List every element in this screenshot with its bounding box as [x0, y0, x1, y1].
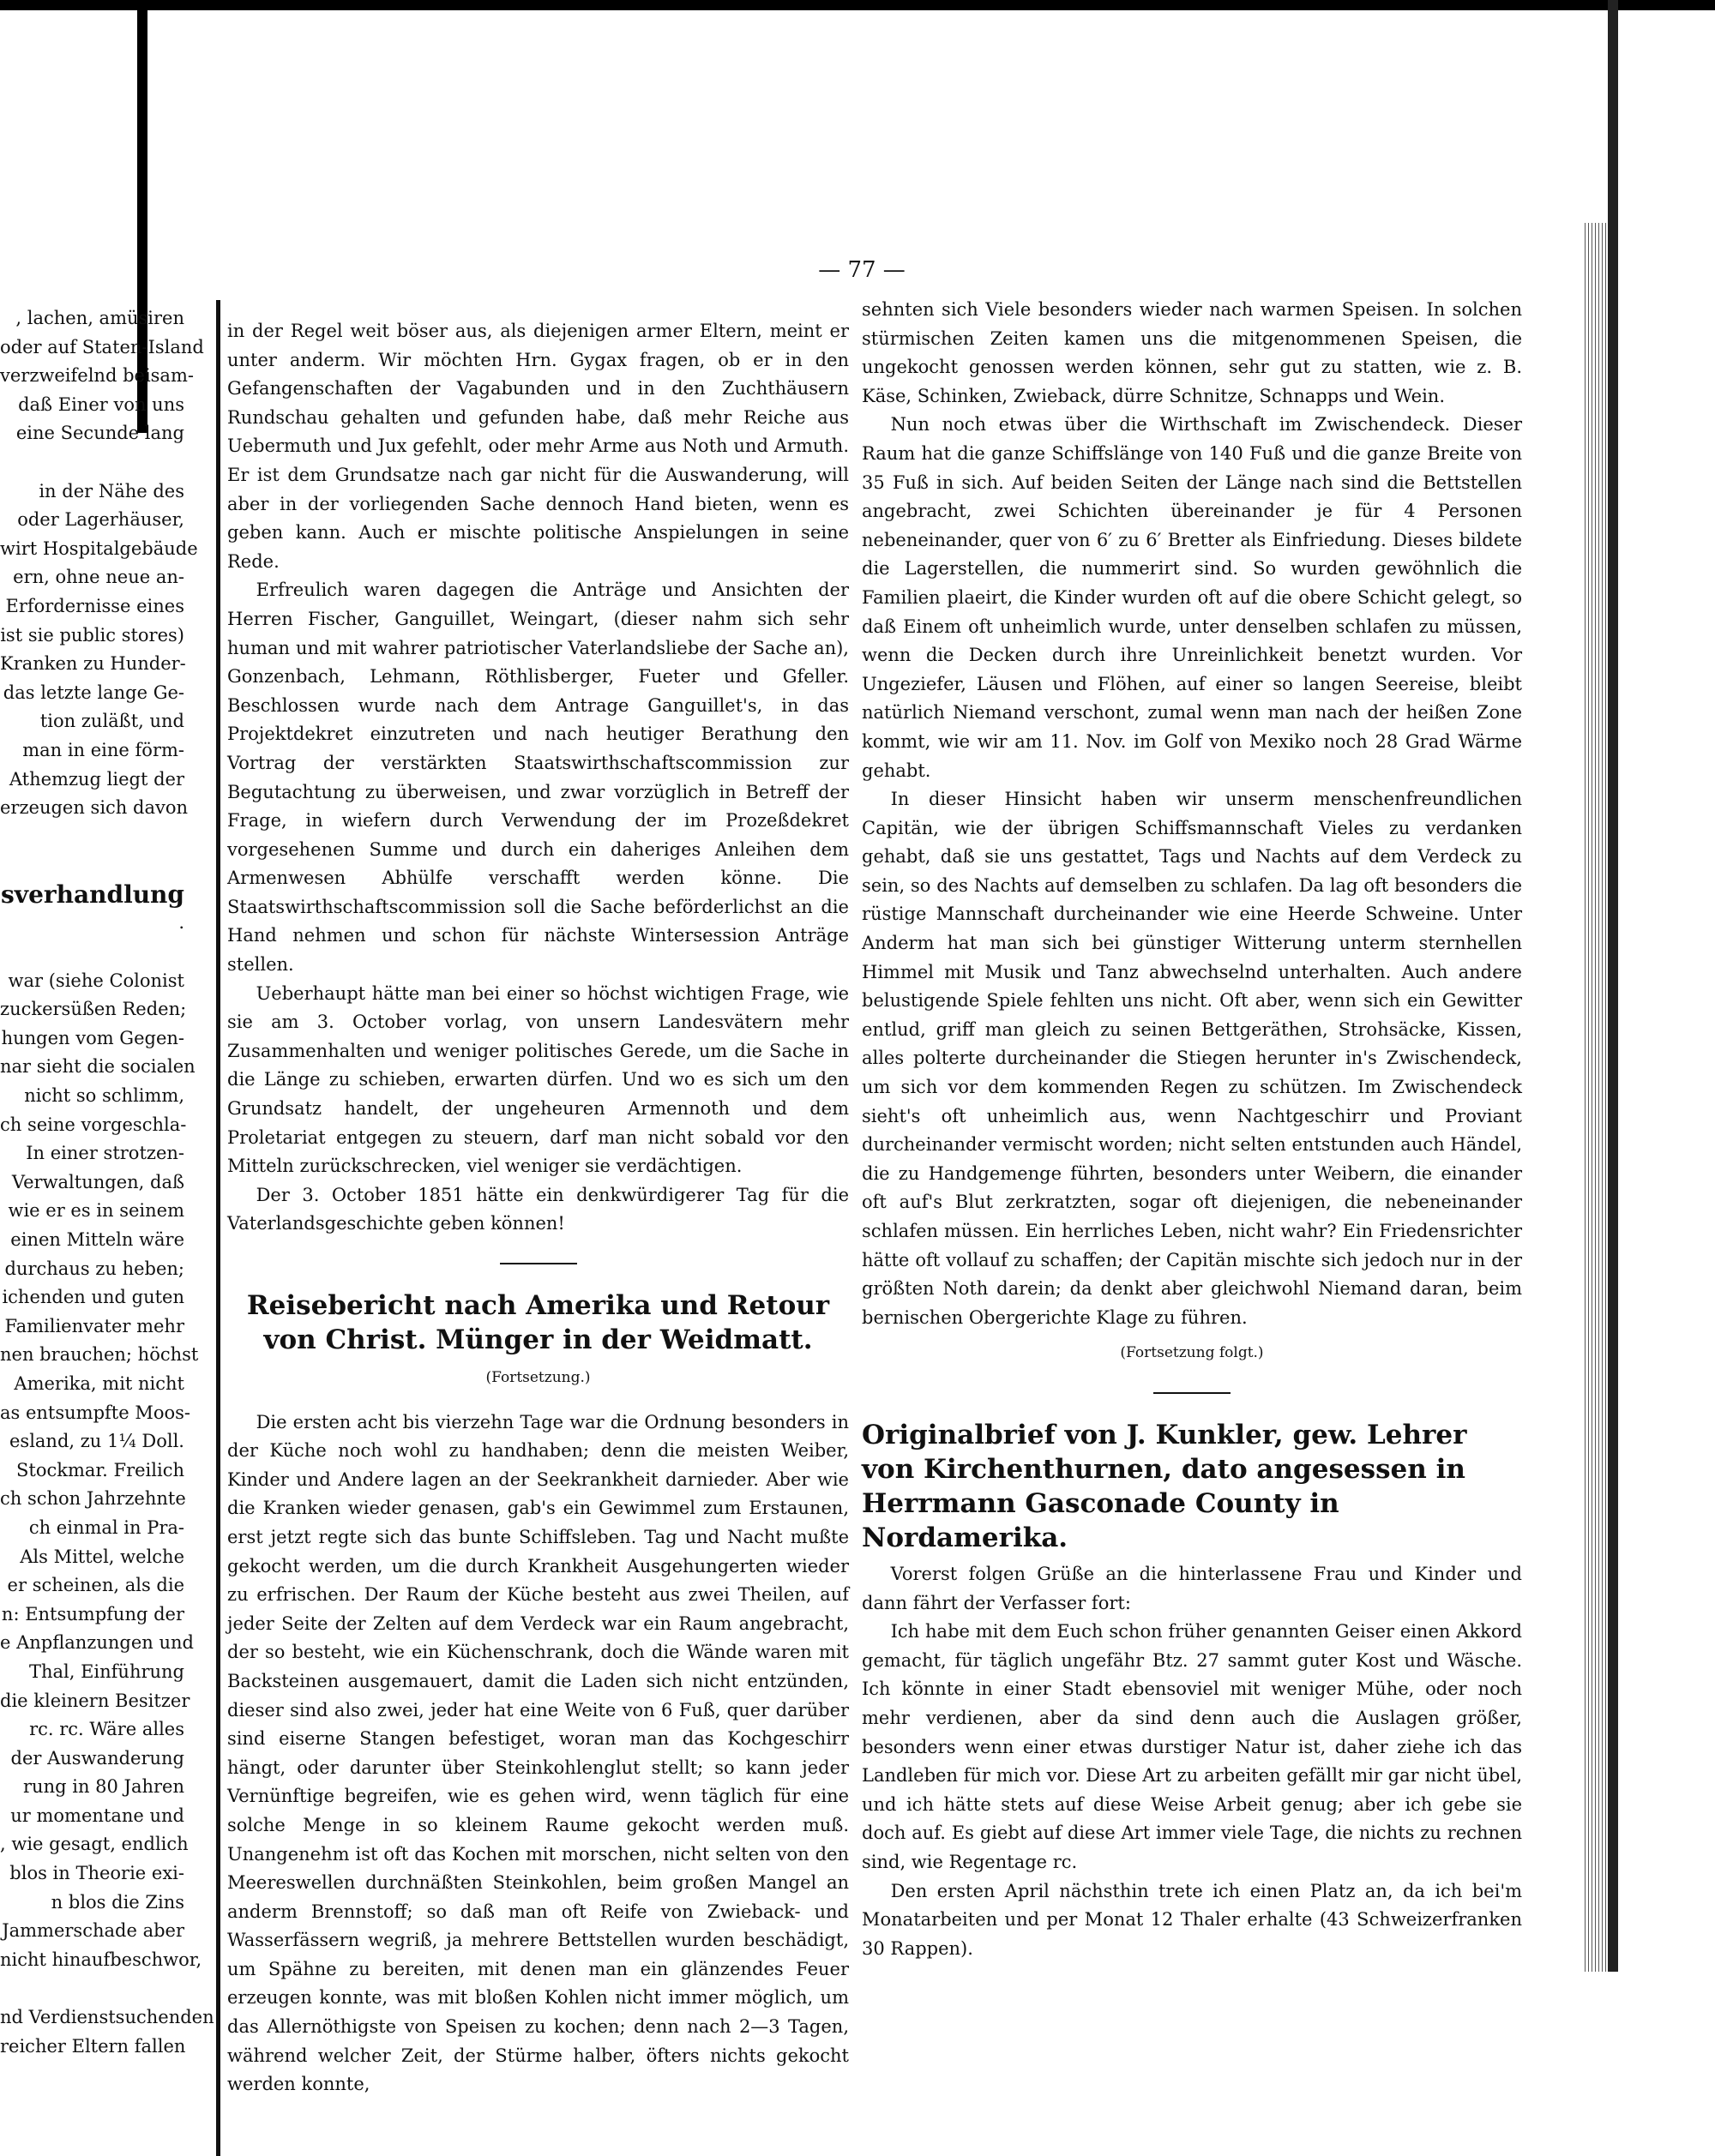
fragment-line: Erfordernisse eines [5, 595, 184, 616]
fragment-line: Kranken zu Hunder- [0, 653, 186, 675]
fragment-line: verzweifelnd beisam- [0, 365, 194, 387]
scan-right-border [1608, 0, 1618, 1972]
fragment-line: Amerika, mit nicht [14, 1372, 184, 1394]
fragment-line: nd Verdienstsuchenden [0, 2007, 214, 2028]
fragment-line: n: Entsumpfung der [1, 1603, 184, 1625]
paragraph: Ueberhaupt hätte man bei einer so höchst wichtigen Frage, wie sie am 3. October vorlag, von unsern Landesvätern mehr Zusammenhalten und weniger politisches Gerede, um die Sache in die Länge zu schieben, erwarten dürfen. Und wo es sich um den Grundsatz handelt, der ungeheuren Armennoth und dem Proletariat entgegen zu steuern, darf man nicht sobald vor den Mitteln zurückschrecken, viel weniger sie verdächtigen. [227, 982, 849, 1177]
paragraph: in der Regel weit böser aus, als diejenigen armer Eltern, meint er unter anderm. Wir möchten Hrn. Gygax fragen, ob er in den Gefangenschaften der Vagabunden und in den Zuchthäusern Rundschau gehalten und gefunden habe, daß mehr Reiche aus Uebermuth und Jux gefehlt, oder mehr Arme aus Noth und Armuth. Er ist dem Grundsatze nach gar nicht für die Auswanderung, will aber in der vorliegenden Sache dennoch Hand bieten, wenn es geben kann. Auch er mischte politische Anspielungen in seine Rede. [227, 321, 849, 572]
fragment-line: wie er es in seinem [8, 1200, 184, 1222]
fragment-line: eine Secunde lang [15, 423, 184, 444]
paragraph: Erfreulich waren dagegen die Anträge und Ansichten der Herren Fischer, Ganguillet, Weingart, (dieser nahm sich sehr human und mit wahrer patriotischer Vaterlandsliebe der Sache an), Gonzenbach, Lehmann, Röthlisberger, Fueter und Gfeller. Beschlossen wurde nach dem Antrage Ganguillet's, in das Projektdekret einzutreten und nach heutiger Berathung den Vortrag der verstärkten Staatswirthschaftscommission zur Begutachtung zu überweisen, und zwar vorzüglich in Betreff der Frage, in wiefern durch Verwendung der im Prozeßdekret vorgesehenen Summe und durch ein daheriges Anleihen dem Armenwesen Abhülfe verschafft werden könne. Die Staatswirthschaftscommission soll die Sache beförderlichst an die Hand nehmen und schon für nächste Wintersession Anträge stellen. [227, 580, 849, 976]
fragment-line: nen brauchen; höchst [0, 1344, 199, 1366]
fragment-line [0, 1974, 184, 2003]
fragment-line: reicher Eltern fallen [0, 2035, 186, 2057]
fragment-line: ichenden und guten [2, 1287, 184, 1308]
paragraph: Den ersten April nächsthin trete ich einen Platz an, da ich bei'm Monatarbeiten und per Monat 12 Thaler erhalte (43 Schweizerfranken 30 Rappen). [862, 1880, 1522, 1959]
fragment-line: wirt Hospitalgebäude [0, 537, 198, 559]
fragment-line: die kleinern Besitzer [0, 1690, 190, 1711]
page-gutter [216, 300, 220, 2156]
paragraph: Vorerst folgen Grüße an die hinterlassene Frau und Kinder und dann fährt der Verfasser fort: [862, 1563, 1522, 1613]
fragment-line: sverhandlung [1, 880, 184, 909]
fragment-line: ur momentane und [10, 1805, 184, 1826]
fragment-line: tion zuläßt, und [39, 711, 184, 732]
column-right [862, 296, 1522, 1963]
fragment-line [0, 851, 184, 880]
fragment-line: einen Mitteln wäre [10, 1229, 184, 1250]
continuation-note: (Fortsetzung.) [485, 1369, 591, 1386]
column-left [227, 317, 849, 2099]
fragment-line: Als Mittel, welche [20, 1546, 184, 1567]
fragment-line: oder Lagerhäuser, [17, 509, 184, 531]
fragment-line: Familienvater mehr [4, 1315, 184, 1336]
fragment-line: er scheinen, als die [7, 1575, 184, 1596]
fragment-line: nar sieht die socialen [0, 1056, 196, 1078]
fragment-line: ch schon Jahrzehnte [0, 1488, 186, 1510]
fragment-line: durchaus zu heben; [4, 1258, 184, 1279]
fragment-line: oder auf Staten-Island [0, 336, 204, 357]
paragraph: Nun noch etwas über die Wirthschaft im Zwischendeck. Dieser Raum hat die ganze Schiffslänge von 140 Fuß und die ganze Breite von 35 Fuß in sich. Auf beiden Seiten der Länge nach sind die Bettstellen angebracht, zwei Schichten übereinander je für 4 Personen nebeneinander, quer von 6′ zu 6′ Bretter als Einfriedung. Dieses bildete die Lagerstellen, die nummerirt sind. So wurden gewöhnlich die Familien plaeirt, die Kinder wurden oft auf die obere Schicht gelegt, so daß Einem oft unheimlich wurde, unter denselben schlafen zu müssen, wenn die Decken durch ihre Unreinlichkeit benetzt wurden. Vor Ungeziefer, Läusen und Flöhen, auf einer so langen Seereise, bleibt natürlich Niemand verschont, zumal wenn man nach der heißen Zone kommt, wie wir am 11. Nov. im Golf von Mexiko noch 28 Grad Wärme gehabt. [862, 414, 1522, 781]
fragment-line: e Anpflanzungen und [0, 1632, 194, 1654]
fragment-line: erzeugen sich davon [0, 797, 189, 819]
fragment-line: das letzte lange Ge- [3, 682, 184, 703]
fragment-line: Athemzug liegt der [9, 768, 184, 790]
fragment-line: daß Einer von uns [18, 393, 184, 415]
paragraph: sehnten sich Viele besonders wieder nach warmen Speisen. In solchen stürmischen Zeiten kamen uns die mitgenommenen Speisen, die ungekocht genossen werden können, sehr gut zu statten, wie z. B. Käse, Schinken, Zwieback, dürre Schnitze, Schnapps und Wein. [862, 299, 1522, 406]
fragment-line: blos in Theorie exi- [9, 1863, 184, 1884]
fragment-line: ist sie public stores) [0, 624, 184, 646]
fragment-line: In einer strotzen- [26, 1143, 184, 1164]
fragment-line [0, 823, 184, 852]
divider [1153, 1392, 1231, 1394]
fragment-line: man in eine förm- [22, 739, 184, 760]
left-page-fragment [0, 304, 214, 2057]
fragment-line: war (siehe Colonist [8, 970, 184, 991]
paragraph: In dieser Hinsicht haben wir unserm menschenfreundlichen Capitän, wie der übrigen Schiffsmannschaft Vieles zu verdanken gehabt, daß sie uns gestattet, Tags und Nachts auf dem Verdeck zu sein, so des Nachts auf demselben zu schlafen. Da lag oft besonders die rüstige Mannschaft durcheinander wie eine Heerde Schweine. Unter Anderm hat man sich bei günstiger Witterung unterm sternhellen Himmel mit Musik und Tanz abwechselnd unterhalten. Auch andere belustigende Spiele fehlten uns nicht. Oft aber, wenn sich ein Gewitter entlud, griff man gleich zu seinen Bettgeräthen, Strohsäcke, Kissen, alles polterte durcheinander die Stiegen herunter in's Zwischendeck, um sich vor dem kommenden Regen zu schützen. Im Zwischendeck sieht's oft unheimlich aus, wenn Nachtgeschirr und Proviant durcheinander vermischt worden; nicht selten entstunden auch Händel, die zu Handgemenge führten, besonders unter Weibern, die einander oft auf's Blut zerkratzten, sogar oft diejenigen, die nebeneinander schlafen müssen. Ein herrliches Leben, nicht wahr? Ein Friedensrichter hätte oft vollauf zu schaffen; der Capitän mischte sich jedoch nur in der größten Noth darein; da denkt aber gleichwohl Niemand daran, beim bernischen Obergerichte Klage zu führen. [862, 789, 1522, 1328]
article-heading: Originalbrief von J. Kunkler, gew. Lehrer von Kirchenthurnen, dato angesessen in Herrmann Gasconade County in Nordamerika. [862, 1419, 1467, 1553]
article-heading: Reisebericht nach Amerika und Retour von Christ. Münger in der Weidmatt. [246, 1290, 830, 1355]
fragment-line: Thal, Einführung [28, 1661, 184, 1682]
fragment-line: Verwaltungen, daß [11, 1171, 184, 1192]
fragment-line [0, 938, 184, 967]
fragment-line: rung in 80 Jahren [23, 1776, 184, 1798]
fragment-line: Jammerschade aber [2, 1920, 184, 1942]
fragment-line: ch seine vorgeschla- [0, 1114, 187, 1135]
fragment-line: ch einmal in Pra- [28, 1516, 184, 1538]
fragment-line: as entsumpfte Moos- [0, 1402, 190, 1423]
fragment-line: , wie gesagt, endlich [0, 1834, 189, 1855]
fragment-line: nicht hinaufbeschwor, [0, 1949, 202, 1970]
fragment-line: Stockmar. Freilich [16, 1459, 184, 1480]
fragment-line: zuckersüßen Reden; [0, 999, 187, 1020]
fragment-line: n blos die Zins [51, 1891, 184, 1913]
fragment-line: nicht so schlimm, [24, 1085, 184, 1107]
fragment-line: , lachen, amüsiren [15, 308, 184, 328]
continuation-note: (Fortsetzung folgt.) [1120, 1344, 1264, 1362]
page-edge [1582, 223, 1606, 1972]
page-number: — 77 — [818, 257, 906, 283]
fragment-line: rc. rc. Wäre alles [29, 1719, 184, 1740]
scan-top-border [0, 0, 1715, 10]
divider [500, 1263, 577, 1264]
fragment-line: der Auswanderung [10, 1747, 184, 1769]
fragment-line: . [178, 912, 184, 934]
fragment-line: esland, zu 1¼ Doll. [9, 1431, 184, 1452]
paragraph: Ich habe mit dem Euch schon früher genannten Geiser einen Akkord gemacht, für täglich ungefähr Btz. 27 sammt guter Kost und Wäsche. Ich könnte in einer Stadt ebensoviel mit weniger Mühe, oder noch mehr verdienen, aber da sind denn auch die Auslagen größer, besonders wenn einer etwas durstiger Natur ist, daher ziehe ich das Landleben für mich vor. Diese Art zu arbeiten gefällt mir gar nicht übel, und ich hätte stets auf diese Weise Arbeit genug; aber ich gebe sie doch auf. Es giebt auf diese Art immer viele Tage, die nichts zu rechnen sind, wie Regentage rc. [862, 1621, 1522, 1872]
fragment-line: in der Nähe des [39, 480, 184, 501]
paragraph: Der 3. October 1851 hätte ein denkwürdigerer Tag für die Vaterlandsgeschichte geben können! [227, 1184, 849, 1234]
fragment-line [0, 448, 184, 477]
fragment-line: ern, ohne neue an- [13, 567, 184, 588]
paragraph: Die ersten acht bis vierzehn Tage war die Ordnung besonders in der Küche noch wohl zu handhaben; denn die meisten Weiber, Kinder und Andere lagen an der Seekrankheit darnieder. Aber wie die Kranken wieder genasen, gab's ein Gewimmel zum Erstaunen, erst jetzt regte sich das bunte Schiffsleben. Tag und Nacht mußte gekocht werden, um die durch Krankheit Ausgehungerten wieder zu erfrischen. Der Raum der Küche besteht aus zwei Theilen, auf jeder Seite der Zelten auf dem Verdeck war ein Raum angebracht, der so besteht, wie ein Küchenschrank, doch die Wände waren mit Backsteinen ausgemauert, damit die Laden sich nicht entzünden, dieser sind also zwei, jeder hat eine Weite von 6 Fuß, quer darüber sind eiserne Stangen befestiget, woran man das Kochgeschirr hängt, oder darunter über Steinkohlenglut stellt; so kann jeder Vernünftige begreifen, wie es gehen wird, wenn täglich für eine solche Menge in so kleinem Raume gekocht werden muß. Unangenehm ist oft das Kochen mit morschen, nicht selten von den Meereswellen durchnäßten Steinkohlen, beim großen Mangel an anderm Brennstoff; so daß man oft Reife von Zwieback- und Wasserfässern wegriß, ja mehrere Bettstellen wurden beschädigt, um Spähne zu bereiten, mit denen man ein glänzendes Feuer erzeugen konnte, was mit bloßen Kohlen nicht immer möglich, um das Allernöthigste von Speisen zu kochen; denn nach 2—3 Tagen, während welcher Zeit, der Stürme halber, öfters nichts gekocht werden konnte, [227, 1411, 849, 2095]
fragment-line: hungen vom Gegen- [1, 1027, 184, 1048]
